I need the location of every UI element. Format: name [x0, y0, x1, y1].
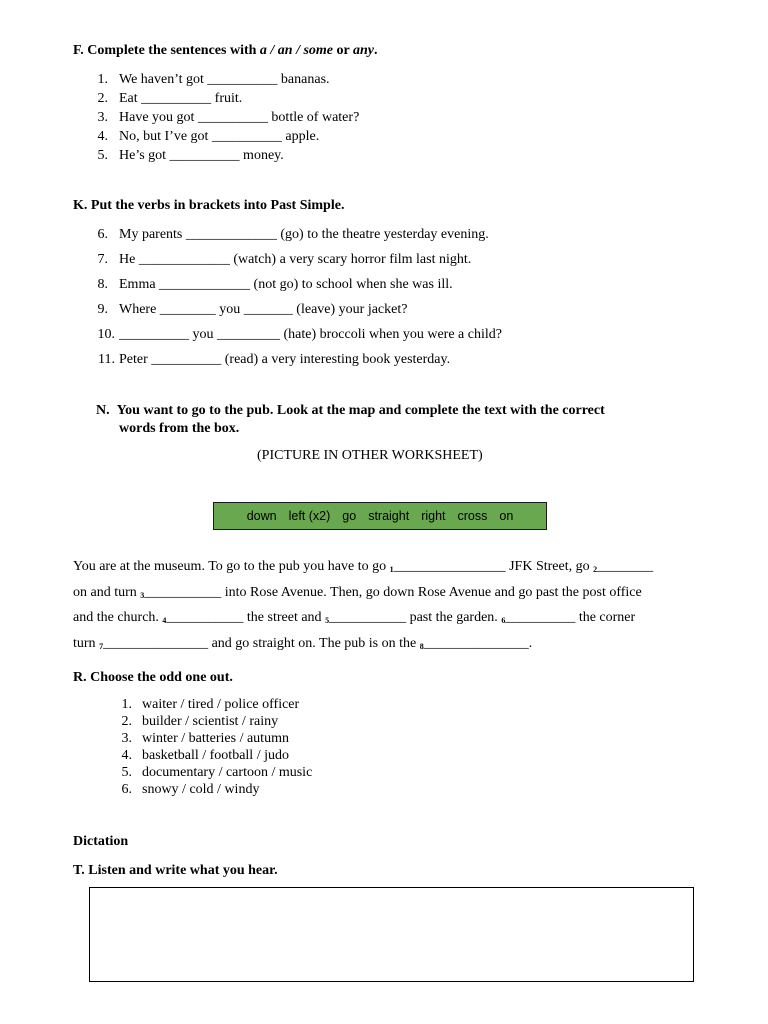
list-item: 3. winter / batteries / autumn	[121, 731, 289, 746]
dictation-title: Dictation	[73, 834, 129, 849]
list-item: 5. He’s got __________ money.	[97, 148, 284, 163]
list-item: 2. builder / scientist / rainy	[121, 714, 279, 729]
word-box-item: cross	[457, 509, 488, 523]
section-r-heading: R. Choose the odd one out.	[73, 670, 233, 685]
list-item: 10. __________ you _________ (hate) broccoli when you were a child?	[97, 327, 502, 342]
list-item: 11. Peter __________ (read) a very interesting book yesterday.	[98, 352, 451, 367]
section-f-heading: F. Complete the sentences with a / an / some or any.	[73, 43, 378, 58]
list-item: 2. Eat __________ fruit.	[97, 91, 243, 106]
list-item: 4. No, but I’ve got __________ apple.	[97, 129, 320, 144]
directions-text-line-2: on and turn $_3$___________ into Rose Avenue. Then, go down Rose Avenue and go past the post office	[73, 585, 642, 600]
list-item: 1. We haven’t got __________ bananas.	[97, 72, 330, 87]
list-item: 8. Emma _____________ (not go) to school when she was ill.	[97, 277, 453, 292]
list-item: 6. My parents _____________ (go) to the theatre yesterday evening.	[97, 227, 489, 242]
section-n-heading-line1: N. You want to go to the pub. Look at the map and complete the text with the correct	[96, 403, 605, 418]
section-f-list	[97, 72, 360, 167]
dictation-answer-box[interactable]	[89, 887, 694, 982]
directions-text-line-3: and the church. $_4$___________ the street and $_5$___________ past the garden. $_6$__________ the corner	[73, 610, 636, 625]
list-item: 3. Have you got __________ bottle of water?	[97, 110, 360, 125]
section-n-heading-line2: words from the box.	[119, 421, 240, 436]
list-item: 5. documentary / cartoon / music	[121, 765, 313, 780]
word-box-item: right	[421, 509, 446, 523]
section-t-heading: T. Listen and write what you hear.	[73, 863, 278, 878]
word-box-item: down	[246, 509, 277, 523]
picture-note: (PICTURE IN OTHER WORKSHEET)	[257, 448, 483, 463]
section-k-heading: K. Put the verbs in brackets into Past Simple.	[73, 198, 345, 213]
directions-text-line-4: turn $_7$_______________ and go straight on. The pub is on the $_8$_______________.	[73, 636, 533, 651]
list-item: 1. waiter / tired / police officer	[121, 697, 300, 712]
word-box	[213, 502, 547, 530]
list-item: 6. snowy / cold / windy	[121, 782, 260, 797]
list-item: 4. basketball / football / judo	[121, 748, 289, 763]
section-k-list	[97, 227, 502, 377]
word-box-item: go	[342, 509, 357, 523]
word-box-item: on	[499, 509, 514, 523]
list-item: 9. Where ________ you _______ (leave) your jacket?	[97, 302, 408, 317]
word-box-item: left (x2)	[288, 509, 331, 523]
list-item: 7. He _____________ (watch) a very scary horror film last night.	[97, 252, 472, 267]
word-box-item: straight	[368, 509, 410, 523]
directions-text-line-1: You are at the museum. To go to the pub you have to go $_1$________________ JFK Street, go $_2$________	[73, 559, 654, 574]
section-r-list	[121, 697, 313, 799]
